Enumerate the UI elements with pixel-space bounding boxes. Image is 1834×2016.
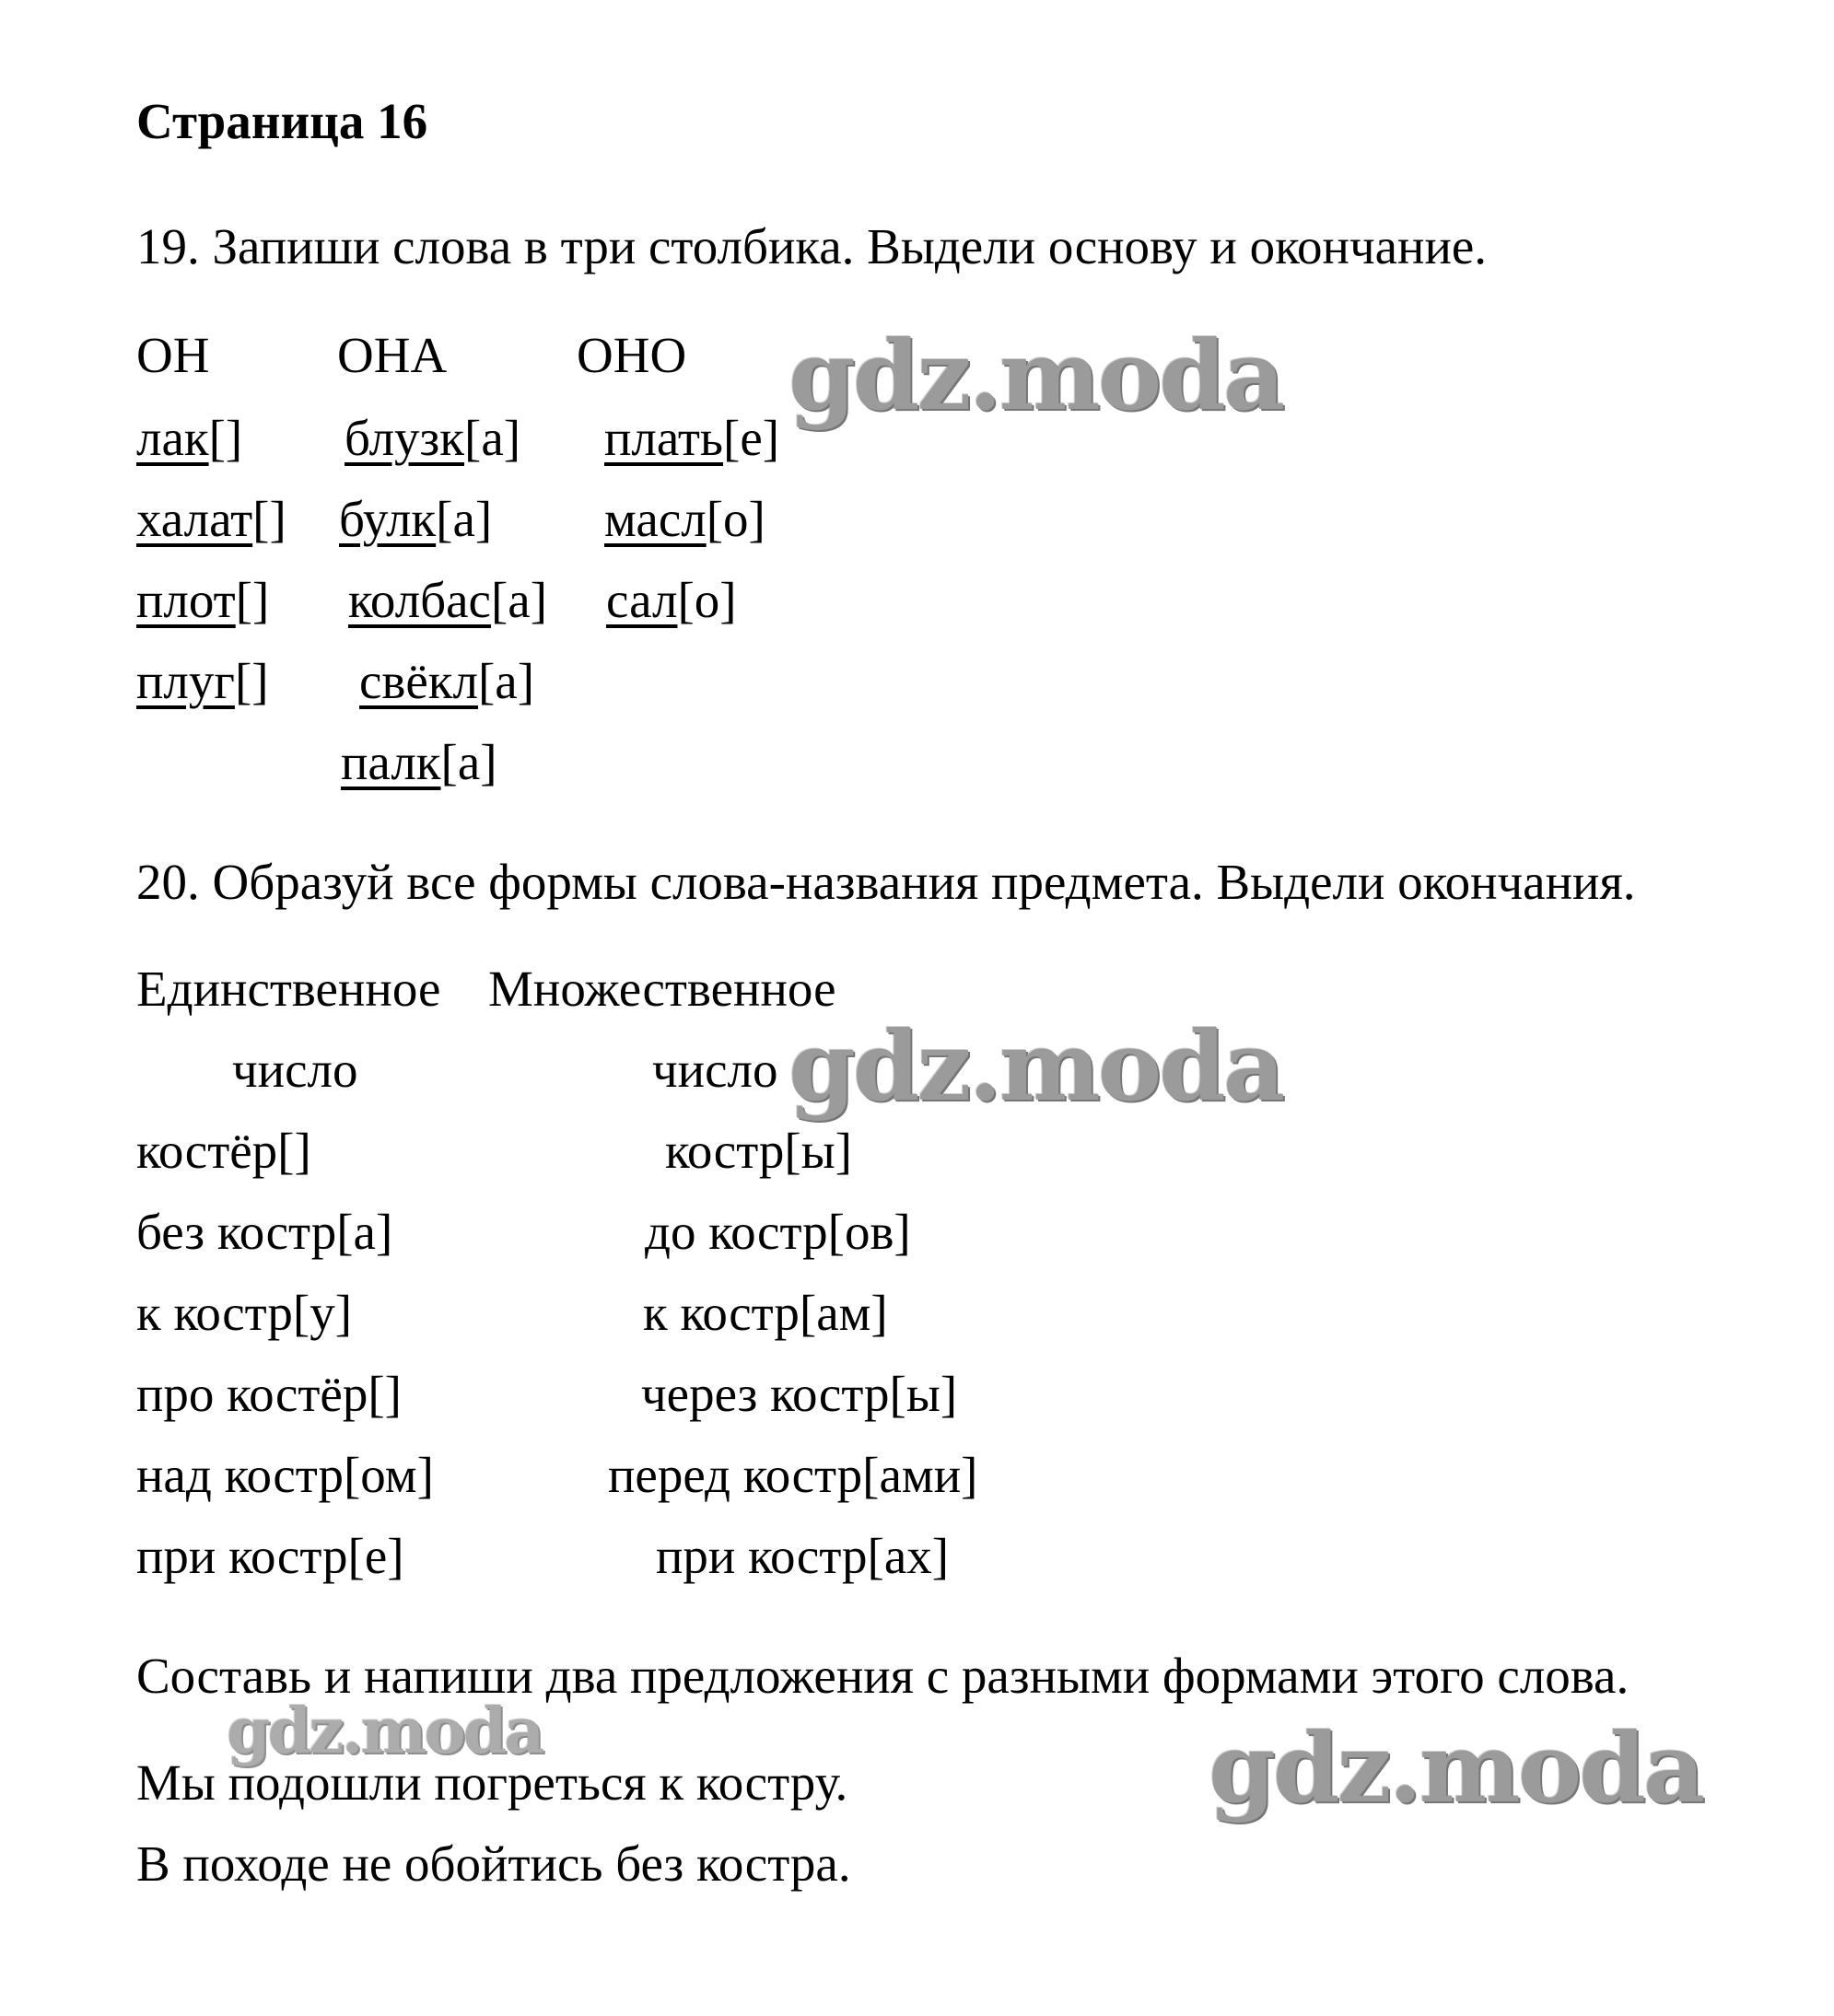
word-ona-2	[339, 491, 493, 547]
plural-form-5: перед костр[ами]	[608, 1447, 978, 1503]
word-stem: плуг	[136, 653, 235, 709]
word-ending: [а]	[490, 572, 548, 628]
plural-form-6: при костр[ах]	[656, 1528, 950, 1584]
singular-form-1: костёр[]	[136, 1123, 311, 1179]
word-stem: лак	[136, 410, 209, 466]
word-ona-3	[348, 572, 548, 628]
word-stem: палк	[341, 734, 441, 790]
word-on-1	[136, 410, 243, 466]
header-on: ОН	[136, 327, 210, 383]
singular-form-3: к костр[у]	[136, 1285, 353, 1341]
word-ending: []	[235, 572, 270, 628]
word-ending: [а]	[440, 734, 497, 790]
singular-form-4: про костёр[]	[136, 1366, 402, 1422]
word-stem: колбас	[348, 572, 491, 628]
header-ono: ОНО	[577, 327, 687, 383]
word-ona-4	[359, 653, 535, 709]
word-stem: халат	[136, 491, 253, 547]
watermark-2: gdz.moda	[789, 1009, 1283, 1123]
plural-form-4: через костр[ы]	[641, 1366, 958, 1422]
word-stem: масл	[604, 491, 707, 547]
word-stem: булк	[339, 491, 437, 547]
word-ending: []	[208, 410, 243, 466]
watermark-3: gdz.moda	[227, 1695, 543, 1768]
word-stem: сал	[606, 572, 678, 628]
word-on-4	[136, 653, 269, 709]
singular-form-2: без костр[а]	[136, 1204, 393, 1260]
word-ona-5	[341, 734, 497, 790]
word-ending: [о]	[677, 572, 737, 628]
word-ona-1	[345, 410, 521, 466]
word-stem: плать	[604, 410, 723, 466]
sentence-1: Мы подошли погреться к костру.	[136, 1754, 848, 1811]
plural-form-3: к костр[ам]	[643, 1285, 888, 1341]
page-title: Страница 16	[136, 93, 428, 149]
word-stem: свёкл	[359, 653, 478, 709]
task-19-text: 19. Запиши слова в три столбика. Выдели основу и окончание.	[136, 218, 1488, 274]
word-ono-2	[604, 491, 765, 547]
word-ending: [а]	[477, 653, 535, 709]
word-ending: [а]	[436, 491, 493, 547]
word-on-2	[136, 491, 286, 547]
word-ending: []	[234, 653, 269, 709]
word-ending: [е]	[723, 410, 780, 466]
singular-form-5: над костр[ом]	[136, 1447, 434, 1503]
singular-form-6: при костр[е]	[136, 1528, 404, 1584]
word-ono-3	[606, 572, 737, 628]
task-20-text: 20. Образуй все формы слова-названия предмета. Выдели окончания.	[136, 854, 1636, 910]
word-stem: блузк	[345, 410, 465, 466]
subheader-plural: число	[652, 1042, 778, 1098]
word-on-3	[136, 572, 270, 628]
watermark-4: gdz.moda	[1209, 1711, 1703, 1824]
header-plural: Множественное	[488, 961, 836, 1017]
watermark-1: gdz.moda	[789, 319, 1283, 432]
word-ending: [о]	[706, 491, 765, 547]
header-ona: ОНА	[337, 327, 448, 383]
sentences-task-text: Составь и напиши два предложения с разными формами этого слова.	[136, 1648, 1630, 1704]
plural-form-2: до костр[ов]	[645, 1204, 911, 1260]
word-ending: []	[252, 491, 286, 547]
word-ono-1	[604, 410, 780, 466]
subheader-singular: число	[232, 1042, 358, 1098]
sentence-2: В походе не обойтись без костра.	[136, 1835, 851, 1892]
header-singular: Единственное	[136, 961, 441, 1017]
plural-form-1: костр[ы]	[665, 1123, 853, 1179]
word-ending: [а]	[464, 410, 521, 466]
word-stem: плот	[136, 572, 236, 628]
